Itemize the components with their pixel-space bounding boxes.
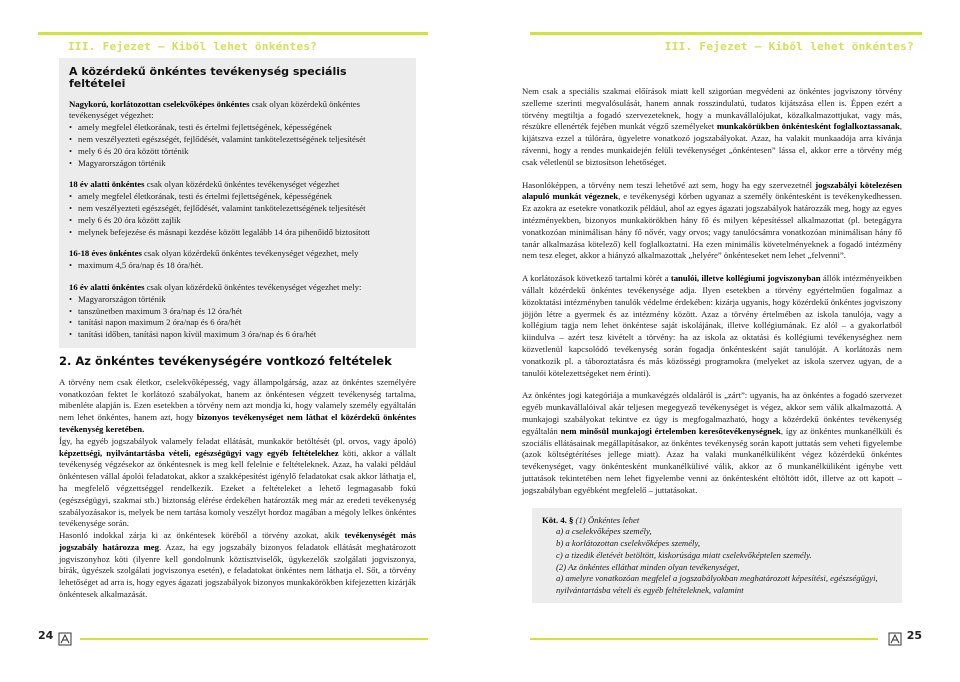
condition-list [69,260,406,272]
group-intro [69,248,406,260]
paragraph-text: Hasonló indokkal zárja ki az önkéntesek köréből a törvény azokat, akik [59,530,345,541]
paragraph [59,530,416,601]
paragraph-text: Hasonlóképpen, a törvény nem teszi lehetővé azt sem, hogy ha egy szervezetnél [522,179,816,190]
section-title: 2. Az önkéntes tevékenységére vontkozó feltételek [59,353,392,368]
law-heading-rest: (1) Önkéntes lehet [573,514,640,525]
paragraph-text: köti, akkor a vállalt tevékenység végzésekor az önkéntesnek is meg kell felelnie e feltételeknek. Azaz, ha valaki például önkéntesen vállal ápolói feladatokat, akkor a szakképesítést igénylő feladatokat csak akkor láthatja el, ha megfelelő végzettséggel rendelkezik. Ezeket a feltételeket a lehető legmagasabb fokú (egészségügyi, szakmai stb.) biztonság elérése érdekében határozták meg már az eredeti tevékenység szabályozásakor is, melyek be nem tartása komoly veszélyt hordoz magában a mégoly lelkes önkéntes tevékenysége során. [59,447,416,529]
law-line-text: a) amelyre vonatkozóan megfelel a jogszabályokban meghatározott képesítési, egészségügyi, nyilvántartásba vételi és egyéb feltételeknek, valamint [556,573,878,596]
condition-list [69,122,406,169]
paragraph-emphasis: tevékenységét más jogszabály határozza meg [59,530,416,552]
condition-group [69,282,406,341]
paragraph-text: . Azaz, ha egy jogszabály bizonyos feladatok ellátását meghatározott jogviszonyhoz köti (ilyenre kell gondolnunk köztisztviselők, ügykezelők szolgálati jogviszonya, bírák, ügyészek szolgálati jogviszonya esetén), e feladatokat önkéntes nem láthatja el. Sőt, a törvény lehetőséget ad arra is, hogy egyes ágazati jogszabályok bizonyos munkakörökben kifejezetten kizárják önkéntesek alkalmazását. [59,541,417,600]
footer-rule-left [80,638,428,640]
paragraph [522,390,902,496]
condition-group [69,99,406,170]
list-item: • mely 6 és 20 óra között zajlik [69,215,406,227]
group-intro-rest: csak olyan közérdekű önkéntes tevékenységet végezhet, mely [141,248,359,259]
running-title-left: III. Fejezet – Kiből lehet önkéntes? [68,40,318,53]
group-intro-bold: 18 év alatti önkéntes [69,179,145,190]
header-rule-right [530,32,922,35]
running-title-right: III. Fejezet – Kiből lehet önkéntes? [664,40,914,53]
paragraph-text: A korlátozások következő tartalmi körét a [522,273,671,284]
paragraph-emphasis: jogszabályi kötelezésen alapuló munkát végeznek [522,179,902,202]
footer-rule-right [530,638,878,640]
list-item: • tanítási időben, tanítási napon kívül maximum 3 óra/nap és 6 óra/hét [69,329,406,341]
page-number-left: 24 [38,629,54,642]
paragraph-text: állók intézményeikben vállalt közérdekű önkéntes tevékenysége adja. Ilyen esetekben a törvény egyértelműen fogalmaz a közoktatási intézményben tanulók védelme érdekében: kizárja ugyanis, hogy közérdekű önkéntes jogviszony jöjjön létre a gyermek és az intézmény között. Azaz a törvény értelmében az iskola tanulója, vagy a kollégium tagja nem lehet önkéntese saját iskolájának, illetve kollégiumának. Ez alól – a gyakorlatból kiindulva – azért tesz kivételt a törvény: ha az iskola az oktatási és kollégiumi tevékenységhez nem közvetlenül kapcsolódó tevékenység során fogadja önkéntesként saját tanulóját. A korlátozás nem vonatkozik pl. a táboroztatásra és más közösségi programokra (melyeket az iskola szervez ugyan, de a tanulói kötelezettségeket nem érinti). [522,273,902,378]
law-line [542,562,892,574]
law-heading [542,515,892,527]
paragraph-emphasis: bizonyos tevékenységet nem láthat el közérdekű önkéntes tevékenység keretében. [59,412,416,434]
group-intro-bold: 16-18 éves önkéntes [69,248,142,259]
paragraph [59,436,416,530]
list-item: • maximum 4,5 óra/nap és 18 óra/hét. [69,260,406,272]
condition-list [69,191,406,238]
paragraph-text: Nem csak a speciális szakmai előírások miatt kell szigorúan megvédeni az önkéntes jogviszony törvény szelleme szerinti megvalósulását, hanem annak rosszindulatú, tudatos kijátszása ellen is. Éppen ezért a törvény megtiltja a fogadó szervezeteknek, hogy a munkavállalójukat, közalkalmazottjukat, vagy más, részükre ellenérték fejében munkát végző személyeket [522,86,902,132]
page-number-right: 25 [906,629,922,642]
law-line-text: b) a korlátozottan cselekvőképes személy, [556,538,701,549]
law-line-text: c) a tizedik életévét betöltött, kiskorúsága miatt cselekvőképtelen személy. [556,549,812,560]
paragraph-text: Az önkéntes jogi kategóriája a munkavégzés oldaláról is „zárt”: ugyanis, ha az önkéntes a fogadó szervezet egyéb munkavállalóival akár teljesen megegyező tevékenységet is végez, akkor sem válik alkalmazottá. A munkajogi szabályokat tekintve ez úgy is megfogalmazható, hogy a közérdekű önkéntes tevékenység egyáltalán [522,390,902,436]
paragraph [522,273,902,379]
paragraph-text: Így, ha egyéb jogszabályok valamely feladat ellátását, munkakör betöltését (pl. orvos, vagy ápoló) [59,435,416,446]
paragraph-text: , kijátszva ezzel a túlórára, ügyeletre vonatkozó jogszabályokat. Azaz, ha valakit munkaadója arra kívánja rávenni, hogy a rendes munkaidején felüli tevékenységet „önkéntesen” lássa el, akkor erre a törvény még csak véletlenül se biztosítson lehetőséget. [522,121,902,167]
group-intro-rest: csak olyan közérdekű önkéntes tevékenységet végezhet mely: [144,281,362,292]
paragraph-emphasis: munkakörükben önkéntesként foglalkoztassanak [716,121,900,132]
list-item: • mely 6 és 20 óra között történik [69,146,406,158]
law-line-text: a) a cselekvőképes személy, [556,526,652,537]
condition-list [69,294,406,341]
group-intro [69,179,406,191]
conditions-box [59,58,416,348]
header-rule-left [38,32,428,35]
paragraph [522,180,902,263]
condition-group [69,248,406,272]
group-intro-rest: csak olyan közérdekű önkéntes tevékenységet végezhet: [69,98,361,121]
list-item: • amely megfelel életkorának, testi és értelmi fejlettségének, képességének [69,122,406,134]
right-column [522,86,902,603]
paragraph [522,86,902,169]
group-intro [69,99,406,123]
list-item: • amely megfelel életkorának, testi és értelmi fejlettségének, képességének [69,191,406,203]
list-item: • nem veszélyezteti egészségét, fejlődését, valamint tankötelezettségének teljesítését [69,203,406,215]
law-line [542,538,892,550]
ornament-icon [58,632,72,646]
list-item: • nem veszélyezteti egészségét, fejlődését, valamint tankötelezettségének teljesítését [69,134,406,146]
law-heading-bold: Köt. 4. § [542,514,574,525]
list-item: • melynek befejezése és másnapi kezdése között legalább 14 óra pihenőidő biztosított [69,227,406,239]
paragraph-text: , így az önkéntes munkanélküli és szociális ellátásainak megállapításakor, az önkéntes tevékenység során kapott juttatás sem veheti figyelembe (azok költségtérítéses jellege miatt). Azaz ha valaki munkanélküliként végez közérdekű önkéntes tevékenységet, vagy önkéntesként munkanélkülivé válik, akkor az ő munkanélküliként igénybe vett juttatások tekintetében nem lehet figyelembe venni az önkéntesként eltöltött időt, illetve az ott kapott – jogszabályban egyébként megfelelő – juttatásokat. [522,425,902,495]
group-intro [69,282,406,294]
group-intro-bold: 16 év alatti önkéntes [69,281,145,292]
law-line [542,573,892,597]
group-intro-rest: csak olyan közérdekű önkéntes tevékenységet végezhet [144,179,340,190]
list-item: • tanszünetben maximum 3 óra/nap és 12 óra/hét [69,306,406,318]
paragraph-emphasis: képzettségi, nyilvántartásba vételi, egészségügyi vagy egyéb feltételekhez [59,447,339,458]
law-line [542,526,892,538]
box-title: A közérdekű önkéntes tevékenység speciális feltételei [69,65,347,90]
list-item: • Magyarországon történik [69,294,406,306]
paragraph-emphasis: tanulói, illetve kollégiumi jogviszonyban [670,273,821,284]
law-line-text: (2) Az önkéntes elláthat minden olyan tevékenységet, [556,561,740,572]
condition-group [69,179,406,238]
paragraph-text: A törvény nem csak életkor, cselekvőképesség, vagy állampolgárság, azaz az önkéntes személyére vonatkozóan fektet le korlátozó szabályokat, hanem az önkéntesen végzett tevékenység tartalma, mibenléte alapján is. Ezen esetekben a törvény nem azt mondja ki, hogy valamely személy egyáltalán nem lehet önkéntes, hanem azt, hogy [59,376,416,423]
list-item: • Magyarországon történik [69,158,406,170]
list-item: • tanítási napon maximum 2 óra/nap és 6 óra/hét [69,317,406,329]
law-quote-box [532,508,902,604]
ornament-icon [888,632,902,646]
paragraph-text: , e tevékenységi körben ugyanaz a személy önkéntesként is tevékenykedhessen. Ez azokra az esetekre vonatkozik például, ahol az egyes ágazati jogszabályok határozzák meg, hogy az egyes intézményekben, bizonyos munkakörökben hány fő és milyen képesítéssel alkalmazottat (pl. betegágyra vonatkozóan minimálisan hány fő nővér, vagy orvos; vagy tanulócsámra vonatkozóan minimálisan hány fő tanár alkalmazása kötelező) kell foglalkoztatni. Ha ezen minimális követelményeknek a fogadó intézmény nem tesz eleget, akkor a hiányzó alkalmazottak „helyére” önkénteseket nem lehet „felvenni”. [522,191,902,261]
law-line [542,550,892,562]
paragraph-emphasis: nem minősül munkajogi értelemben keresőtevékenységnek [560,425,781,436]
left-column [59,58,416,610]
group-intro-bold: Nagykorú, korlátozottan cselekvőképes önkéntes [69,98,250,109]
paragraph [59,377,416,436]
